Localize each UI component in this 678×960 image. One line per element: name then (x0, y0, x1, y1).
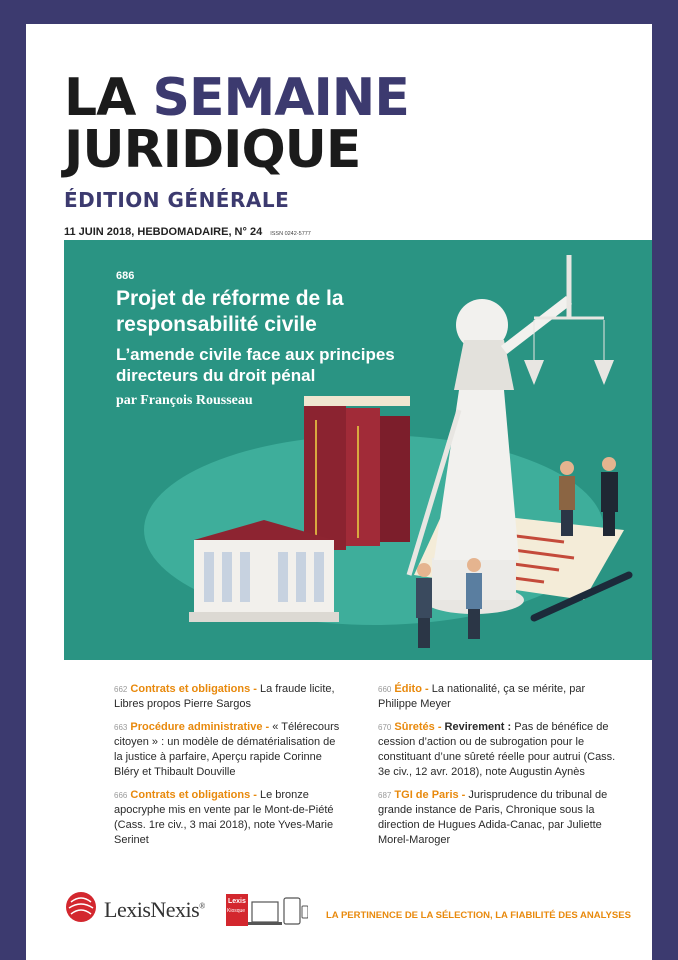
item-text: La fraude licite, Libres propos Pierre Sargos (114, 683, 335, 710)
item-category: Contrats et obligations - (130, 683, 257, 695)
summary-item[interactable] (114, 788, 344, 848)
summary-item[interactable] (378, 682, 624, 712)
summary-item[interactable] (378, 720, 624, 780)
item-page: 663 (114, 723, 128, 732)
issue-date: 11 JUIN 2018, HEBDOMADAIRE, N° 24 (64, 226, 263, 238)
item-text: « Télérecours citoyen » : un modèle de dématérialisation de la justice à parfaire, Aperçu rapide Corinne Bléry et Thibault Douville (114, 721, 340, 778)
summary-item[interactable] (114, 720, 344, 780)
registered-mark: ® (199, 901, 205, 911)
masthead-line-1 (64, 68, 409, 128)
summary-item[interactable] (114, 682, 344, 712)
courthouse (189, 520, 339, 622)
issn: ISSN 0242-5777 (270, 231, 311, 237)
feature-number: 686 (116, 270, 135, 282)
item-category: TGI de Paris - (394, 789, 466, 801)
item-category: Contrats et obligations - (130, 789, 257, 801)
feature-subtitle: L’amende civile face aux principes directeurs du droit pénal (116, 345, 395, 385)
kiosque-badge[interactable] (226, 892, 308, 932)
item-category: Procédure administrative - (130, 721, 270, 733)
cover-page (26, 24, 652, 960)
item-page: 670 (378, 723, 392, 732)
books (304, 396, 410, 550)
kiosque-label-a: Lexis (228, 898, 246, 905)
masthead-semaine: SEMAINE (152, 68, 409, 128)
edition-label: ÉDITION GÉNÉRALE (64, 188, 290, 212)
summary-item[interactable] (378, 788, 624, 848)
item-page: 687 (378, 791, 392, 800)
feature-author: par François Rousseau (116, 393, 253, 408)
publisher-name-text: LexisNexis (104, 897, 200, 922)
item-page: 660 (378, 685, 392, 694)
lexisnexis-globe-icon (64, 890, 98, 924)
item-category: Sûretés - (394, 721, 442, 733)
tagline: LA PERTINENCE DE LA SÉLECTION, LA FIABILITÉ DES ANALYSES (326, 910, 631, 921)
kiosque-label-b: Kiosque (227, 908, 246, 914)
masthead-line-2: JURIDIQUE (64, 120, 361, 180)
summary-left-column (114, 682, 344, 856)
item-text: Le bronze apocryphe mis en vente par le Mont-de-Piété (Cass. 1re civ., 3 mai 2018), note Yves-Marie Serinet (114, 789, 334, 846)
item-revirement: Revirement : (441, 721, 512, 733)
feature-title[interactable]: Projet de réforme de la responsabilité civile (116, 287, 344, 336)
masthead-la: LA (64, 68, 136, 128)
item-page: 666 (114, 791, 128, 800)
publisher-name (104, 897, 205, 923)
summary-right-column (378, 682, 624, 856)
item-text: La nationalité, ça se mérite, par Philippe Meyer (378, 683, 586, 710)
issue-line (64, 226, 311, 238)
item-text: Pas de bénéfice de cession d’action ou de subrogation pour le constituant d’une sûreté réelle pour autrui (Cass. 3e civ., 12 avr. 2018), note Augustin Aynès (378, 721, 616, 778)
item-page: 662 (114, 685, 128, 694)
feature-text (116, 270, 416, 409)
item-text: Jurisprudence du tribunal de grande instance de Paris, Chronique sous la direction de Hugues Adida-Canac, par Juliette Morel-Maroger (378, 789, 608, 846)
item-category: Édito - (394, 683, 429, 695)
feature-illustration[interactable] (64, 240, 652, 660)
